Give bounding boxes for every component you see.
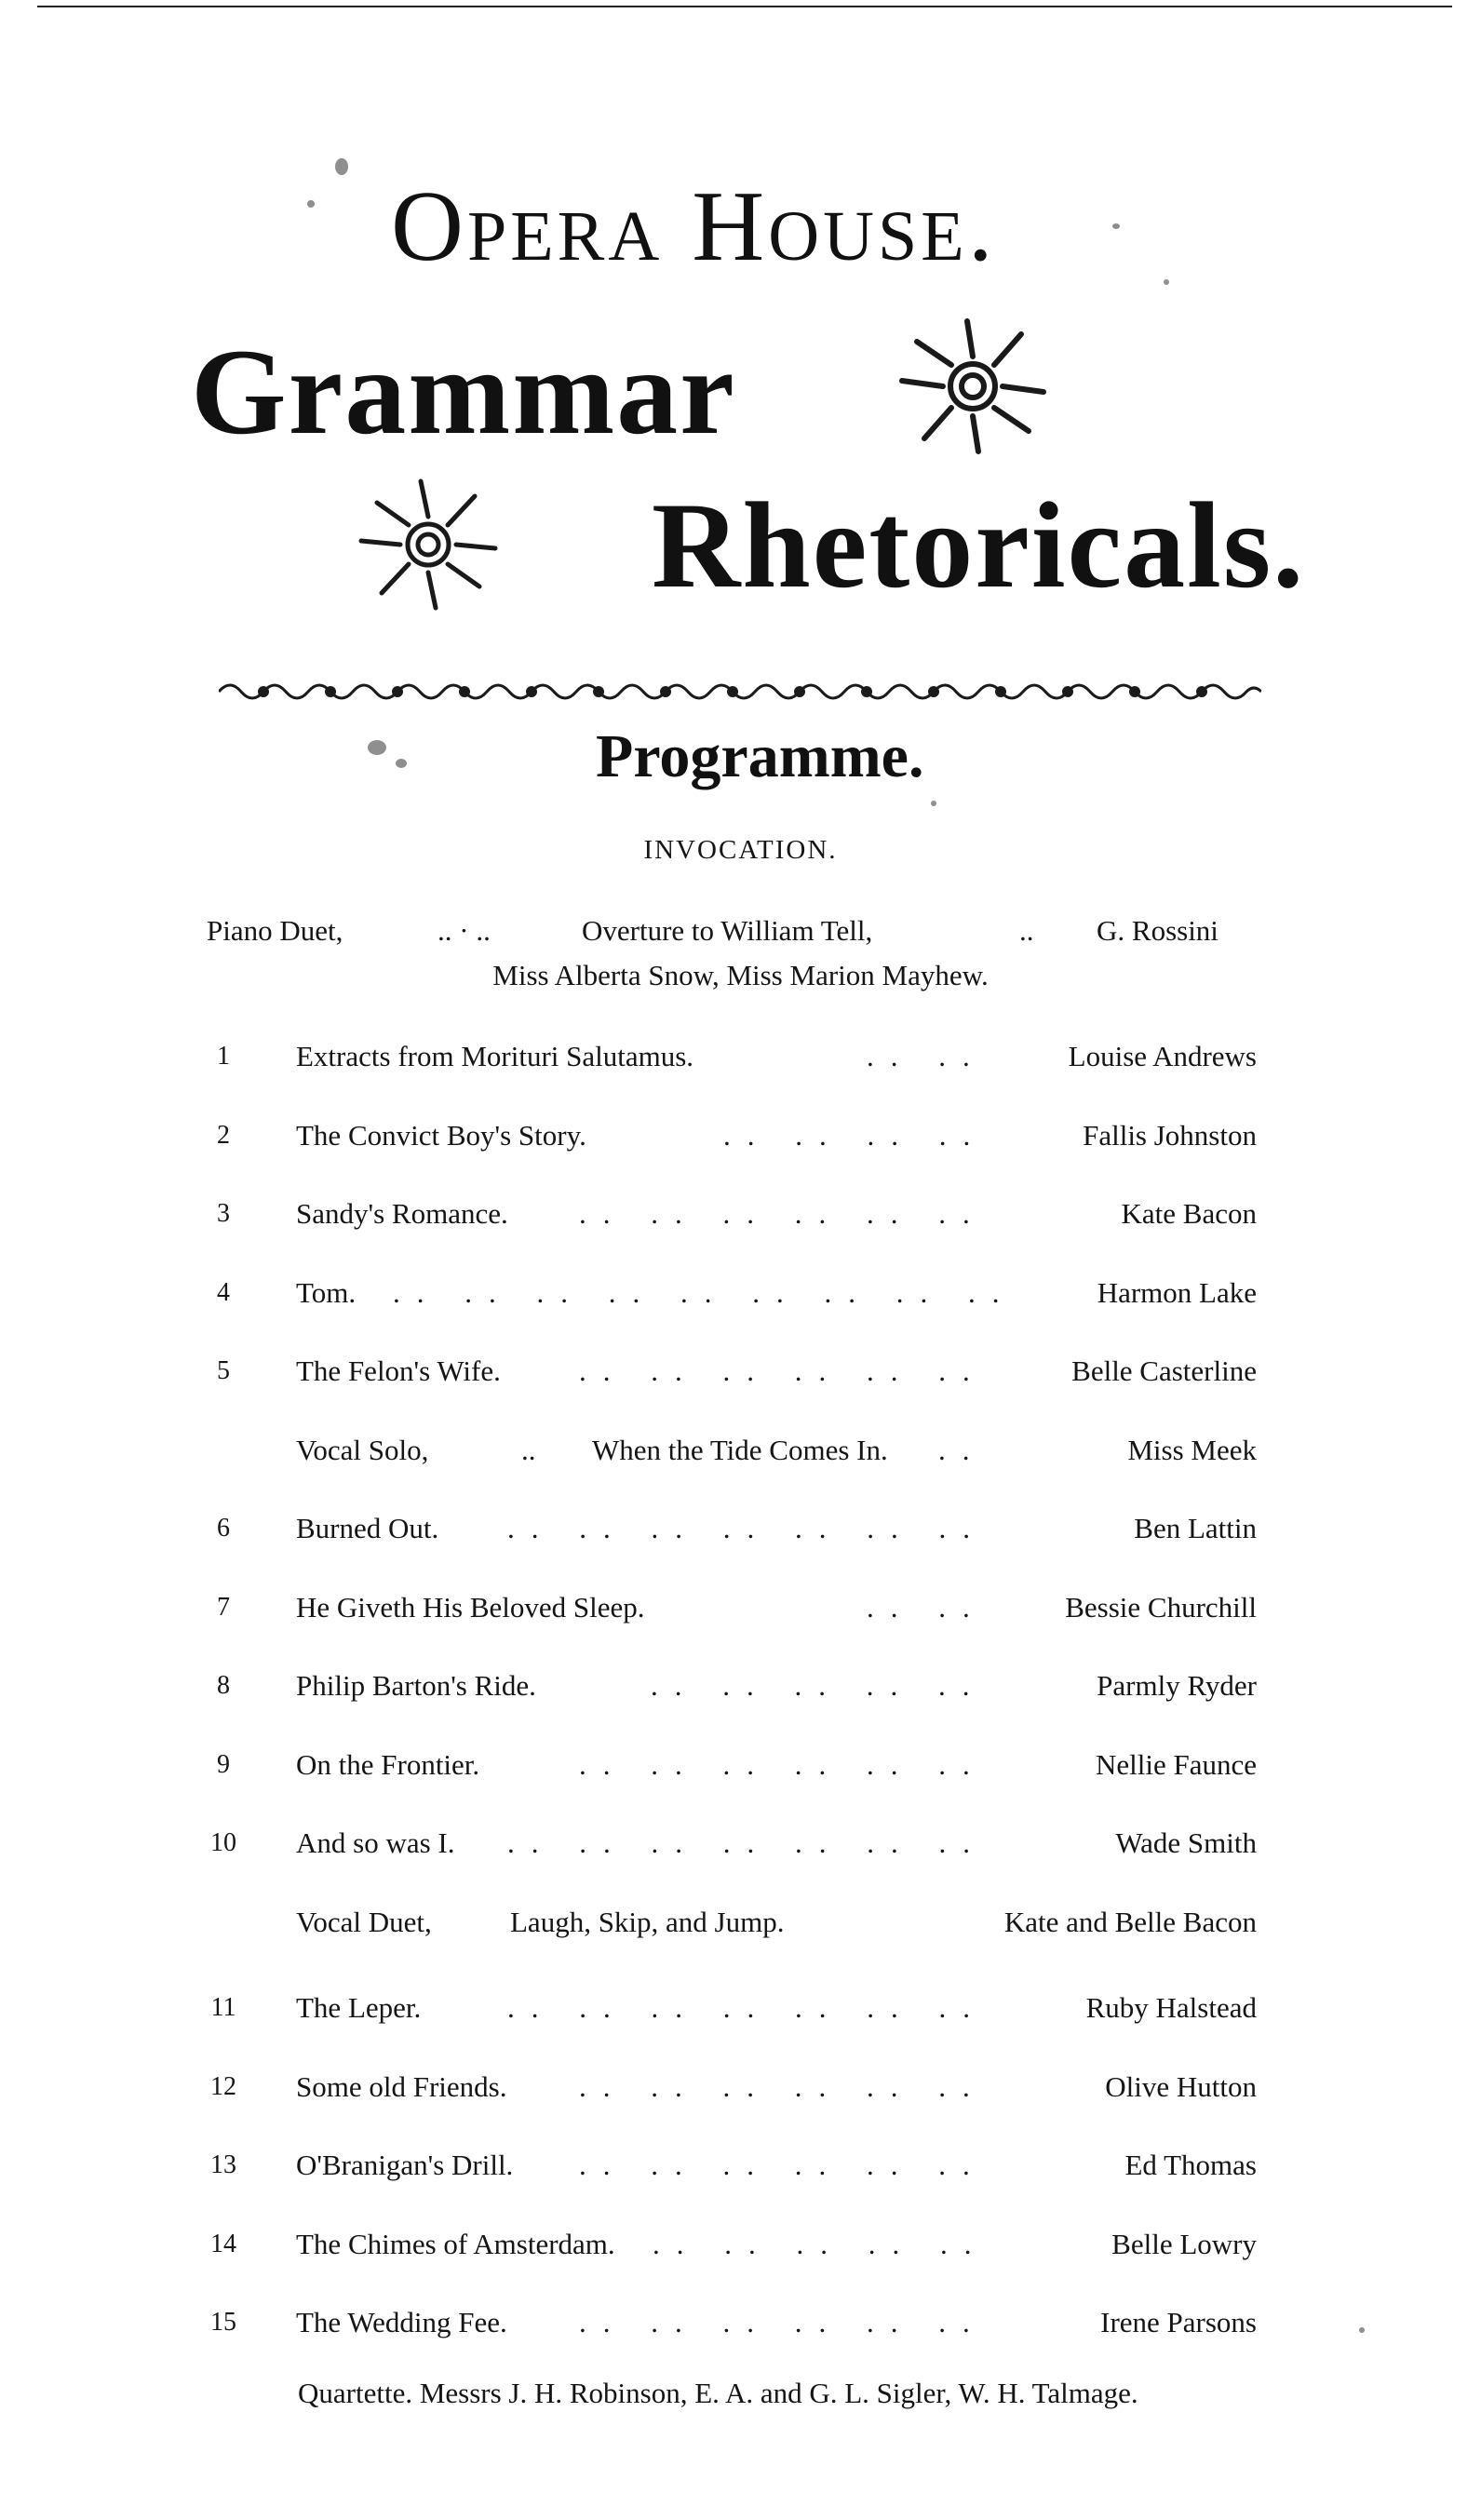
opening-performers: Miss Alberta Snow, Miss Marion Mayhew. <box>492 959 989 991</box>
item-title: On the Frontier. <box>296 1748 480 1781</box>
item-number: 2 <box>217 1121 230 1150</box>
item-number: 1 <box>217 1042 230 1071</box>
item-number: 6 <box>217 1514 230 1543</box>
item-performer: Olive Hutton <box>1105 2070 1257 2103</box>
item-leader-dots: .. .. .. .. .. .. .. <box>507 1512 987 1544</box>
item-title: The Convict Boy's Story. <box>296 1119 586 1152</box>
programme-item-row <box>0 1274 1481 1312</box>
item-number: 15 <box>210 2308 236 2337</box>
item-leader-dots: .. .. .. .. <box>723 1119 988 1152</box>
sun-ornament-icon <box>354 475 503 614</box>
item-title: Vocal Solo, <box>296 1434 429 1466</box>
item-performer: Louise Andrews <box>1068 1040 1257 1072</box>
item-title: Vocal Duet, <box>296 1906 432 1938</box>
programme-item-row <box>0 1904 1481 1941</box>
item-performer: Belle Lowry <box>1111 2228 1257 2260</box>
opening-type: Piano Duet, <box>207 914 343 947</box>
venue-heading: Opera House. <box>391 171 997 282</box>
item-number: 9 <box>217 1750 230 1779</box>
item-leader-dots: .. .. .. .. .. .. <box>579 1748 987 1781</box>
item-piece-title: Laugh, Skip, and Jump. <box>510 1906 785 1938</box>
item-leader-dots: .. .. .. .. .. .. .. <box>507 1826 987 1859</box>
programme-item-row <box>0 1746 1481 1784</box>
programme-item-row <box>0 1989 1481 2027</box>
item-leader-dots: .. .. .. .. .. .. <box>579 1197 987 1230</box>
item-title: The Wedding Fee. <box>296 2306 507 2338</box>
item-title: The Felon's Wife. <box>296 1354 501 1387</box>
item-title: Some old Friends. <box>296 2070 507 2103</box>
item-performer: Ben Lattin <box>1134 1512 1257 1544</box>
item-performer: Wade Smith <box>1115 1826 1257 1859</box>
item-separator: .. <box>521 1434 536 1466</box>
item-piece-title: When the Tide Comes In. <box>592 1434 888 1466</box>
programme-item-row <box>0 2304 1481 2341</box>
item-number: 10 <box>210 1828 236 1857</box>
item-leader-dots: .. .. .. .. .. .. <box>579 1354 987 1387</box>
ink-speck <box>307 200 315 208</box>
programme-item-row <box>0 1038 1481 1075</box>
title-grammar: Grammar <box>191 323 736 460</box>
item-leader-dots: .. .. <box>867 1591 987 1624</box>
ink-speck <box>1164 279 1169 285</box>
item-number: 3 <box>217 1199 230 1228</box>
ink-speck <box>368 740 386 755</box>
programme-heading: Programme. <box>596 722 924 790</box>
item-title: The Leper. <box>296 1991 422 2024</box>
item-title: And so was I. <box>296 1826 455 1859</box>
item-performer: Nellie Faunce <box>1095 1748 1257 1781</box>
programme-item-row <box>0 1825 1481 1862</box>
item-performer: Parmly Ryder <box>1097 1669 1257 1702</box>
item-title: Philip Barton's Ride. <box>296 1669 536 1702</box>
item-leader-dots: .. <box>938 1434 987 1466</box>
item-title: Extracts from Morituri Salutamus. <box>296 1040 694 1072</box>
ink-speck <box>396 759 407 768</box>
item-performer: Ruby Halstead <box>1085 1991 1257 2024</box>
item-performer: Miss Meek <box>1127 1434 1257 1466</box>
programme-item-row <box>0 1589 1481 1626</box>
item-performer: Harmon Lake <box>1097 1276 1257 1309</box>
title-rhetoricals: Rhetoricals. <box>652 477 1306 613</box>
item-performer: Ed Thomas <box>1124 2149 1257 2181</box>
programme-item-row <box>0 2147 1481 2184</box>
programme-item-row <box>0 1432 1481 1469</box>
opening-piece-row <box>0 912 1481 950</box>
item-number: 4 <box>217 1278 230 1307</box>
item-performer: Irene Parsons <box>1100 2306 1257 2338</box>
item-leader-dots: .. .. .. .. .. <box>651 1669 987 1702</box>
opening-piece-title: Overture to William Tell, <box>582 914 873 947</box>
ornamental-divider-icon <box>219 675 1261 708</box>
programme-item-row <box>0 1510 1481 1547</box>
closing-quartette: Quartette. Messrs J. H. Robinson, E. A. and G. L. Sigler, W. H. Talmage. <box>298 2377 1138 2409</box>
opening-separator: .. <box>1019 914 1034 947</box>
opening-composer: G. Rossini <box>1097 914 1218 947</box>
item-leader-dots: .. .. .. .. .. .. <box>579 2306 987 2338</box>
programme-item-row <box>0 1195 1481 1233</box>
item-leader-dots: .. .. .. .. .. .. .. .. .. <box>393 1276 1017 1309</box>
top-border-rule <box>37 6 1452 7</box>
item-title: The Chimes of Amsterdam. <box>296 2228 615 2260</box>
programme-item-row <box>0 1353 1481 1390</box>
item-number: 14 <box>210 2230 236 2258</box>
invocation-label: INVOCATION. <box>643 835 838 865</box>
item-leader-dots: .. .. .. .. .. .. <box>579 2149 987 2181</box>
item-performer: Kate and Belle Bacon <box>1003 1906 1257 1938</box>
item-title: He Giveth His Beloved Sleep. <box>296 1591 645 1624</box>
item-title: Burned Out. <box>296 1512 439 1544</box>
item-leader-dots: .. .. .. .. .. .. .. <box>507 1991 987 2024</box>
item-title: Tom. <box>296 1276 357 1309</box>
item-leader-dots: .. .. .. .. .. <box>653 2228 989 2260</box>
item-performer: Bessie Churchill <box>1065 1591 1257 1624</box>
programme-item-row <box>0 2226 1481 2263</box>
item-performer: Kate Bacon <box>1121 1197 1257 1230</box>
ink-speck <box>931 801 936 806</box>
programme-item-row <box>0 2069 1481 2106</box>
item-title: O'Branigan's Drill. <box>296 2149 514 2181</box>
item-title: Sandy's Romance. <box>296 1197 508 1230</box>
item-leader-dots: .. .. .. .. .. .. <box>579 2070 987 2103</box>
item-performer: Belle Casterline <box>1071 1354 1257 1387</box>
item-performer: Fallis Johnston <box>1083 1119 1257 1152</box>
item-number: 11 <box>210 1993 236 2022</box>
item-leader-dots: .. .. <box>867 1040 987 1072</box>
item-number: 8 <box>217 1671 230 1700</box>
programme-item-row <box>0 1667 1481 1705</box>
sun-ornament-icon <box>894 317 1052 456</box>
programme-item-row <box>0 1117 1481 1154</box>
opening-separator: .. · .. <box>438 914 491 947</box>
item-number: 5 <box>217 1356 230 1385</box>
ink-speck <box>1112 223 1120 229</box>
ink-speck <box>335 158 348 175</box>
item-number: 12 <box>210 2072 236 2101</box>
item-number: 13 <box>210 2150 236 2179</box>
item-number: 7 <box>217 1593 230 1622</box>
